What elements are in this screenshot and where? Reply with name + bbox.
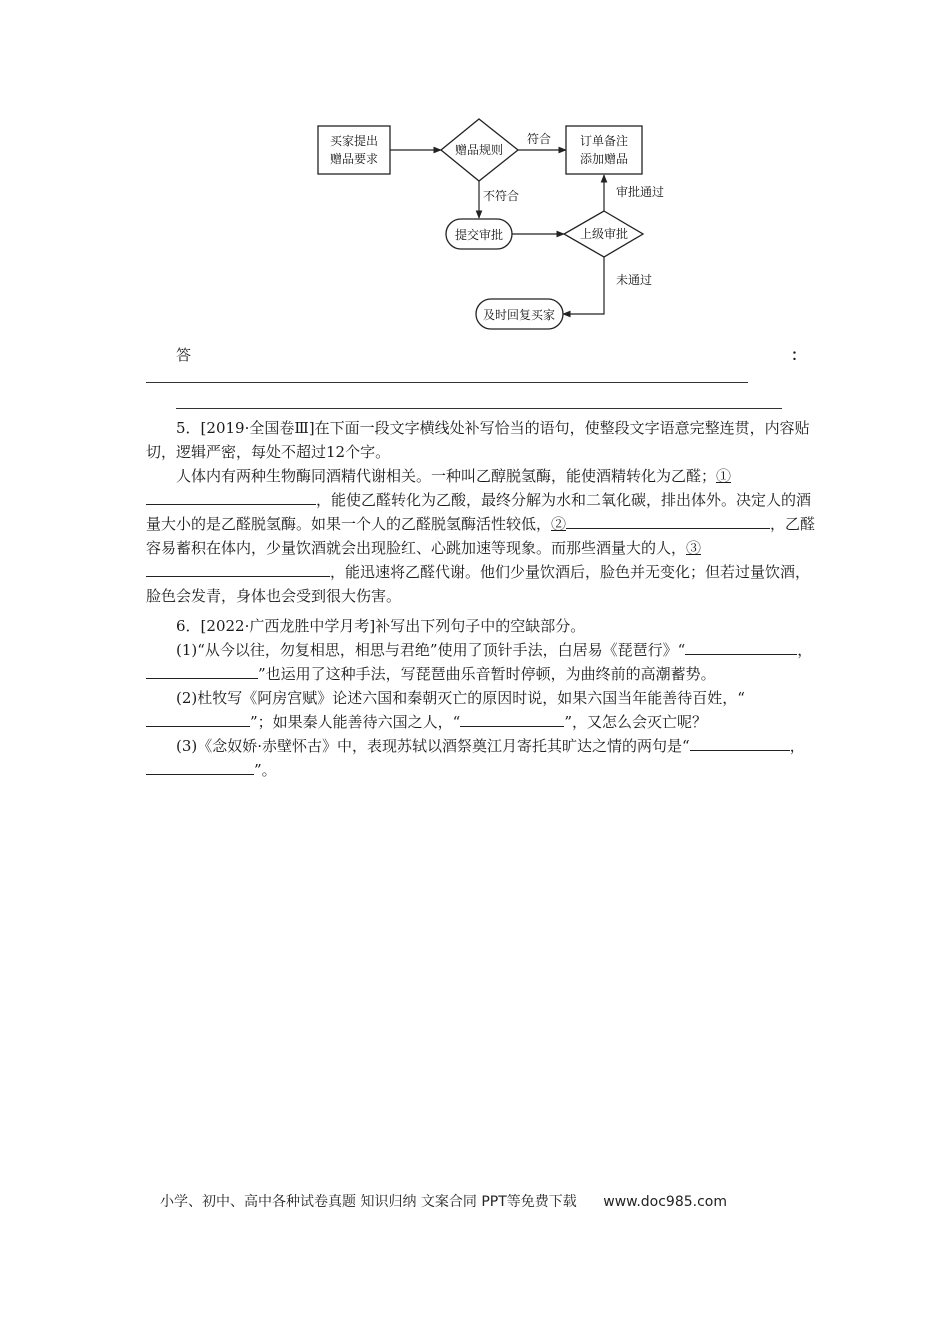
q6-1-blank-1[interactable] (685, 639, 797, 655)
node-rules-label: 赠品规则 (454, 143, 504, 157)
q6-1-text-b: ， (797, 641, 813, 659)
node-buyer-line2: 赠品要求 (329, 152, 379, 166)
answer-label: 答 (176, 346, 192, 364)
q5-text-a: 人体内有两种生物酶同酒精代谢相关。一种叫乙醇脱氢酶，能使酒精转化为乙醛； (176, 467, 717, 485)
node-superior-label: 上级审批 (579, 227, 629, 241)
q6-3-blank-1[interactable] (690, 735, 790, 751)
label-approved: 审批通过 (616, 185, 665, 199)
question-6 (146, 614, 818, 782)
page-footer (160, 1191, 860, 1211)
q6-1-text-a: (1)“从今以往，勿复相思，相思与君绝”使用了顶针手法，白居易《琵琶行》“ (176, 641, 686, 659)
node-order-line2: 添加赠品 (579, 152, 629, 166)
blank-2[interactable] (566, 513, 770, 529)
q6-3-text-a: (3)《念奴娇·赤壁怀古》中，表现苏轼以酒祭奠江月寄托其旷达之情的两句是“ (176, 737, 690, 755)
footer-site-link[interactable]: www.doc985.com (603, 1194, 727, 1210)
blank-3[interactable] (146, 561, 330, 577)
q6-2-blank-1[interactable] (146, 711, 250, 727)
question-6-item-2 (146, 686, 818, 734)
q6-2-blank-2[interactable] (460, 711, 564, 727)
q6-2-text-c: ”，又怎么会灭亡呢？ (564, 713, 708, 731)
node-order-line1: 订单备注 (579, 134, 629, 148)
q5-text-c: ，乙醛容易蓄积在体内，少量饮酒就会出现脸红、心跳加速等现象。而那些酒量大的人， (146, 515, 816, 557)
q6-3-text-b: ， (789, 737, 805, 755)
question-6-heading: 6．[2022·广西龙胜中学月考]补写出下列句子中的空缺部分。 (176, 617, 586, 635)
label-nomatch: 不符合 (483, 189, 520, 203)
node-buyer-line1: 买家提出 (329, 134, 379, 148)
answer-colon: ： (790, 346, 806, 364)
blank-marker-3: ③ (686, 539, 702, 557)
answer-row (146, 340, 806, 370)
answer-line-2[interactable] (176, 408, 782, 409)
q6-2-text-a: (2)杜牧写《阿房宫赋》论述六国和秦朝灭亡的原因时说，如果六国当年能善待百姓，“ (176, 689, 745, 707)
approval-flowchart (300, 112, 700, 337)
blank-marker-1: ① (716, 467, 732, 485)
answer-line-1[interactable] (146, 382, 748, 383)
question-5 (146, 416, 818, 608)
node-submit-label: 提交审批 (454, 228, 504, 242)
label-rejected: 未通过 (616, 273, 653, 287)
q6-1-blank-2[interactable] (146, 663, 258, 679)
q5-text-b: ，能使乙醛转化为乙酸，最终分解为水和二氧化碳，排出体外。决定人的酒量大小的是乙醛脱氢酶。如果一个人的乙醛脱氢酶活性较低， (146, 491, 812, 533)
q6-2-text-b: ”；如果秦人能善待六国之人，“ (250, 713, 461, 731)
label-match: 符合 (526, 132, 552, 146)
q6-3-blank-2[interactable] (146, 759, 254, 775)
q6-3-text-c: ”。 (254, 761, 277, 779)
question-6-item-1 (146, 638, 818, 686)
q6-1-text-c: ”也运用了这种手法，写琵琶曲乐音暂时停顿，为曲终前的高潮蓄势。 (258, 665, 716, 683)
question-5-passage (146, 464, 818, 608)
node-reply-label: 及时回复买家 (482, 308, 556, 322)
q5-text-d: ，能迅速将乙醛代谢。他们少量饮酒后，脸色并无变化；但若过量饮酒，脸色会发青，身体也会受到很大伤害。 (146, 563, 811, 605)
question-6-item-3 (146, 734, 818, 782)
question-5-heading: 5．[2019·全国卷Ⅲ]在下面一段文字横线处补写恰当的语句，使整段文字语意完整连贯，内容贴切，逻辑严密，每处不超过12个字。 (146, 419, 810, 461)
footer-text: 小学、初中、高中各种试卷真题 知识归纳 文案合同 PPT等免费下载 (160, 1194, 577, 1210)
blank-marker-2: ② (551, 515, 567, 533)
blank-1[interactable] (146, 489, 316, 505)
